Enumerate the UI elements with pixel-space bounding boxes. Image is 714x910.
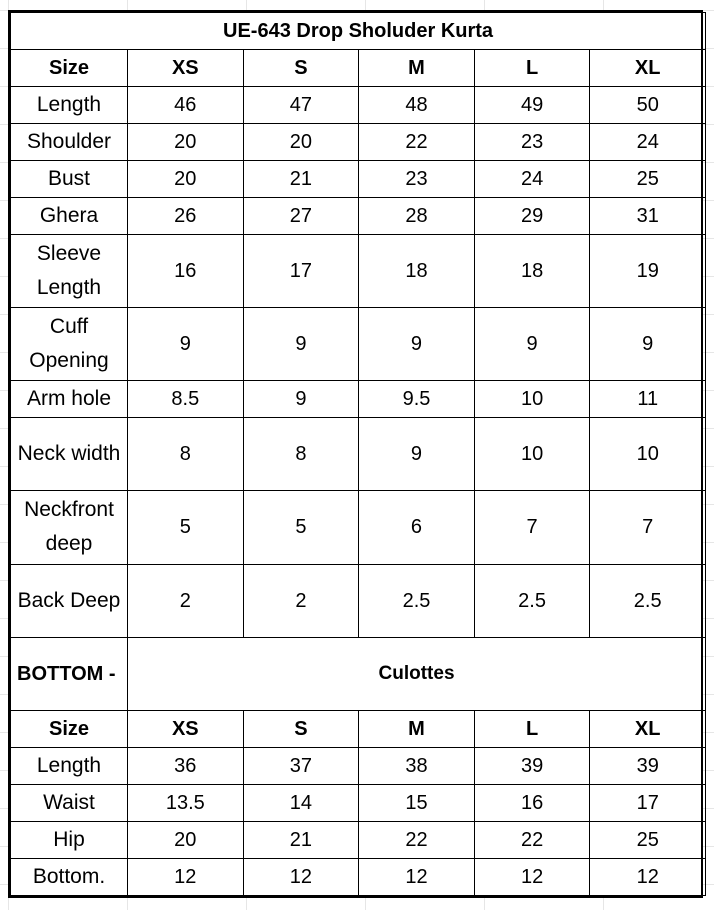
cell-value: 12 [359, 858, 475, 895]
row-label: Waist [11, 784, 128, 821]
size-header-s: S [243, 50, 359, 87]
size-header-l: L [474, 710, 590, 747]
cell-value: 24 [590, 124, 706, 161]
row-label: Bust [11, 161, 128, 198]
cell-value: 10 [474, 381, 590, 418]
size-header-xs: XS [128, 710, 244, 747]
top-size-header-row [11, 50, 706, 87]
cell-value: 5 [243, 491, 359, 564]
cell-value: 12 [128, 858, 244, 895]
cell-value: 50 [590, 87, 706, 124]
size-header-s: S [243, 710, 359, 747]
cell-value: 12 [243, 858, 359, 895]
row-label: Hip [11, 821, 128, 858]
cell-value: 23 [359, 161, 475, 198]
table-row [11, 821, 706, 858]
cell-value: 36 [128, 747, 244, 784]
cell-value: 39 [590, 747, 706, 784]
size-chart-sheet [8, 10, 703, 898]
cell-value: 28 [359, 198, 475, 235]
cell-value: 37 [243, 747, 359, 784]
size-chart-table [10, 12, 706, 896]
cell-value: 18 [474, 235, 590, 308]
row-label: Ghera [11, 198, 128, 235]
cell-value: 9 [128, 308, 244, 381]
cell-value: 9 [243, 308, 359, 381]
bottom-section-name: Culottes [128, 637, 706, 710]
table-row [11, 235, 706, 308]
cell-value: 21 [243, 161, 359, 198]
cell-value: 17 [590, 784, 706, 821]
cell-value: 7 [590, 491, 706, 564]
cell-value: 2.5 [590, 564, 706, 637]
cell-value: 25 [590, 161, 706, 198]
cell-value: 48 [359, 87, 475, 124]
cell-value: 20 [128, 124, 244, 161]
cell-value: 9.5 [359, 381, 475, 418]
cell-value: 20 [128, 161, 244, 198]
cell-value: 7 [474, 491, 590, 564]
cell-value: 2 [128, 564, 244, 637]
row-label: Bottom. [11, 858, 128, 895]
cell-value: 16 [474, 784, 590, 821]
cell-value: 11 [590, 381, 706, 418]
cell-value: 38 [359, 747, 475, 784]
table-row [11, 564, 706, 637]
table-row [11, 308, 706, 381]
row-label: Neckfront deep [11, 491, 128, 564]
cell-value: 16 [128, 235, 244, 308]
table-row [11, 784, 706, 821]
cell-value: 26 [128, 198, 244, 235]
cell-value: 22 [474, 821, 590, 858]
cell-value: 31 [590, 198, 706, 235]
table-row [11, 161, 706, 198]
row-label: Cuff Opening [11, 308, 128, 381]
size-header-label: Size [11, 50, 128, 87]
table-row [11, 747, 706, 784]
cell-value: 18 [359, 235, 475, 308]
cell-value: 12 [474, 858, 590, 895]
row-label: Length [11, 87, 128, 124]
size-header-m: M [359, 50, 475, 87]
cell-value: 13.5 [128, 784, 244, 821]
table-row [11, 491, 706, 564]
cell-value: 47 [243, 87, 359, 124]
cell-value: 22 [359, 124, 475, 161]
cell-value: 2.5 [474, 564, 590, 637]
cell-value: 8.5 [128, 381, 244, 418]
cell-value: 8 [243, 418, 359, 491]
cell-value: 9 [359, 308, 475, 381]
cell-value: 12 [590, 858, 706, 895]
bottom-section-row [11, 637, 706, 710]
cell-value: 6 [359, 491, 475, 564]
row-label: Shoulder [11, 124, 128, 161]
cell-value: 19 [590, 235, 706, 308]
row-label: Sleeve Length [11, 235, 128, 308]
size-header-xs: XS [128, 50, 244, 87]
cell-value: 22 [359, 821, 475, 858]
table-row [11, 381, 706, 418]
table-row [11, 858, 706, 895]
cell-value: 23 [474, 124, 590, 161]
table-row [11, 124, 706, 161]
cell-value: 5 [128, 491, 244, 564]
cell-value: 27 [243, 198, 359, 235]
size-header-xl: XL [590, 710, 706, 747]
row-label: Length [11, 747, 128, 784]
cell-value: 10 [474, 418, 590, 491]
cell-value: 15 [359, 784, 475, 821]
cell-value: 9 [243, 381, 359, 418]
bottom-size-header-row [11, 710, 706, 747]
cell-value: 9 [359, 418, 475, 491]
row-label: Back Deep [11, 564, 128, 637]
size-header-l: L [474, 50, 590, 87]
table-row [11, 418, 706, 491]
cell-value: 17 [243, 235, 359, 308]
cell-value: 20 [128, 821, 244, 858]
cell-value: 9 [590, 308, 706, 381]
row-label: Arm hole [11, 381, 128, 418]
size-header-xl: XL [590, 50, 706, 87]
table-row [11, 198, 706, 235]
cell-value: 9 [474, 308, 590, 381]
size-header-label: Size [11, 710, 128, 747]
cell-value: 10 [590, 418, 706, 491]
cell-value: 2.5 [359, 564, 475, 637]
cell-value: 49 [474, 87, 590, 124]
cell-value: 24 [474, 161, 590, 198]
cell-value: 29 [474, 198, 590, 235]
bottom-section-label: BOTTOM - [11, 637, 128, 710]
cell-value: 8 [128, 418, 244, 491]
cell-value: 20 [243, 124, 359, 161]
cell-value: 21 [243, 821, 359, 858]
cell-value: 2 [243, 564, 359, 637]
cell-value: 46 [128, 87, 244, 124]
row-label: Neck width [11, 418, 128, 491]
cell-value: 14 [243, 784, 359, 821]
size-header-m: M [359, 710, 475, 747]
chart-title: UE-643 Drop Sholuder Kurta [11, 13, 706, 50]
cell-value: 25 [590, 821, 706, 858]
table-row [11, 87, 706, 124]
cell-value: 39 [474, 747, 590, 784]
